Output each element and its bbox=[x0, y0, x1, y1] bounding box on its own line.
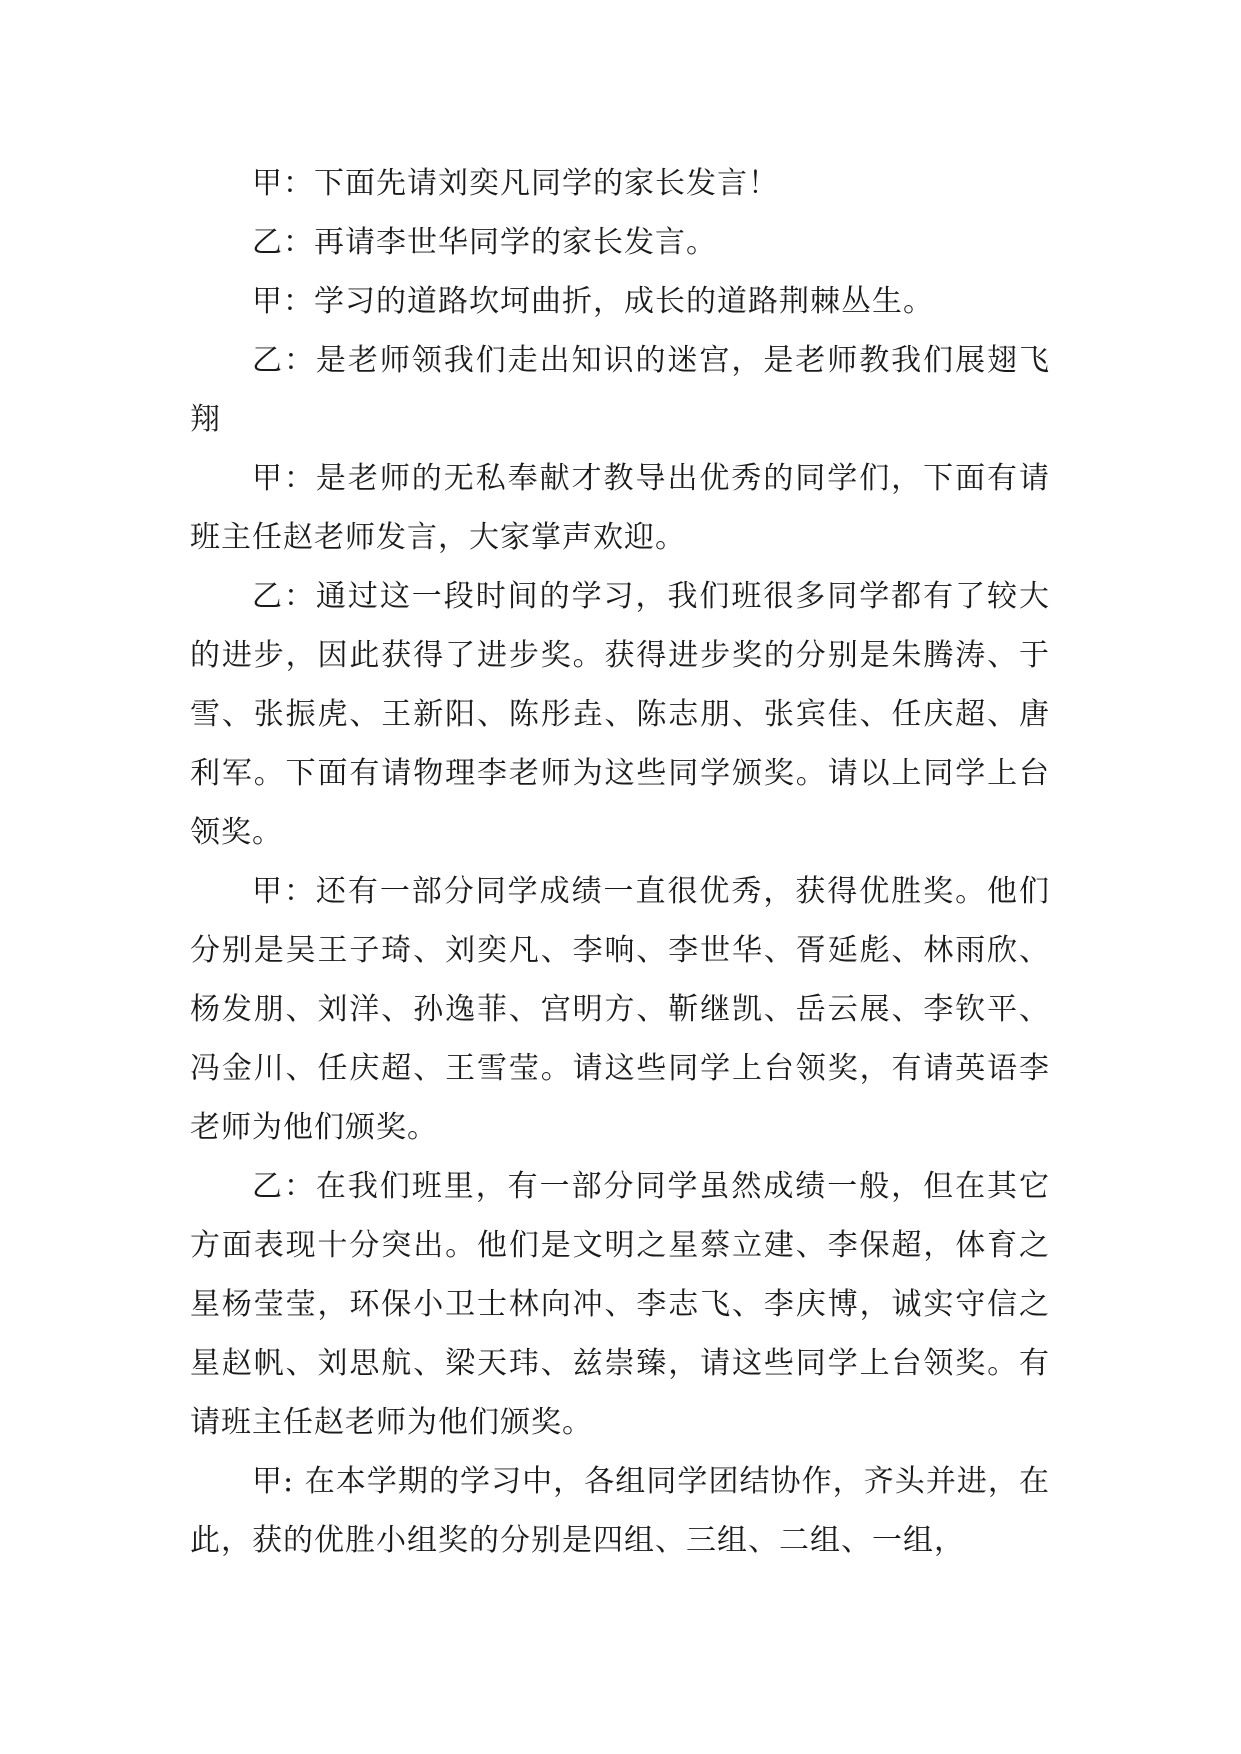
paragraph-6: 乙：通过这一段时间的学习，我们班很多同学都有了较大的进步，因此获得了进步奖。获得进步奖的分别是朱腾涛、于雪、张振虎、王新阳、陈彤垚、陈志朋、张宾佳、任庆超、唐利军。下面有请物理李老师为这些同学颁奖。请以上同学上台领奖。 bbox=[190, 579, 1050, 850]
paragraph-4: 乙：是老师领我们走出知识的迷宫，是老师教我们展翅飞翔 bbox=[190, 343, 1050, 437]
paragraph-5: 甲：是老师的无私奉献才教导出优秀的同学们，下面有请班主任赵老师发言，大家掌声欢迎。 bbox=[190, 461, 1050, 555]
paragraph-2: 乙：再请李世华同学的家长发言。 bbox=[252, 225, 717, 260]
paragraph-7: 甲：还有一部分同学成绩一直很优秀，获得优胜奖。他们分别是吴王子琦、刘奕凡、李响、李世华、胥延彪、林雨欣、杨发朋、刘洋、孙逸菲、宫明方、靳继凯、岳云展、李钦平、冯金川、任庆超、王雪莹。请这些同学上台领奖，有请英语李老师为他们颁奖。 bbox=[190, 874, 1050, 1145]
paragraph-8: 乙：在我们班里，有一部分同学虽然成绩一般，但在其它方面表现十分突出。他们是文明之星蔡立建、李保超，体育之星杨莹莹，环保小卫士林向冲、李志飞、李庆博，诚实守信之星赵帆、刘思航、梁天玮、兹崇臻，请这些同学上台领奖。有请班主任赵老师为他们颁奖。 bbox=[190, 1169, 1050, 1440]
document-body bbox=[190, 154, 1050, 1570]
paragraph-1: 甲：下面先请刘奕凡同学的家长发言！ bbox=[252, 166, 779, 201]
paragraph-3: 甲：学习的道路坎坷曲折，成长的道路荆棘丛生。 bbox=[252, 284, 934, 319]
paragraph-9: 甲: 在本学期的学习中，各组同学团结协作，齐头并进，在此，获的优胜小组奖的分别是四组、三组、二组、一组， bbox=[190, 1464, 1050, 1558]
